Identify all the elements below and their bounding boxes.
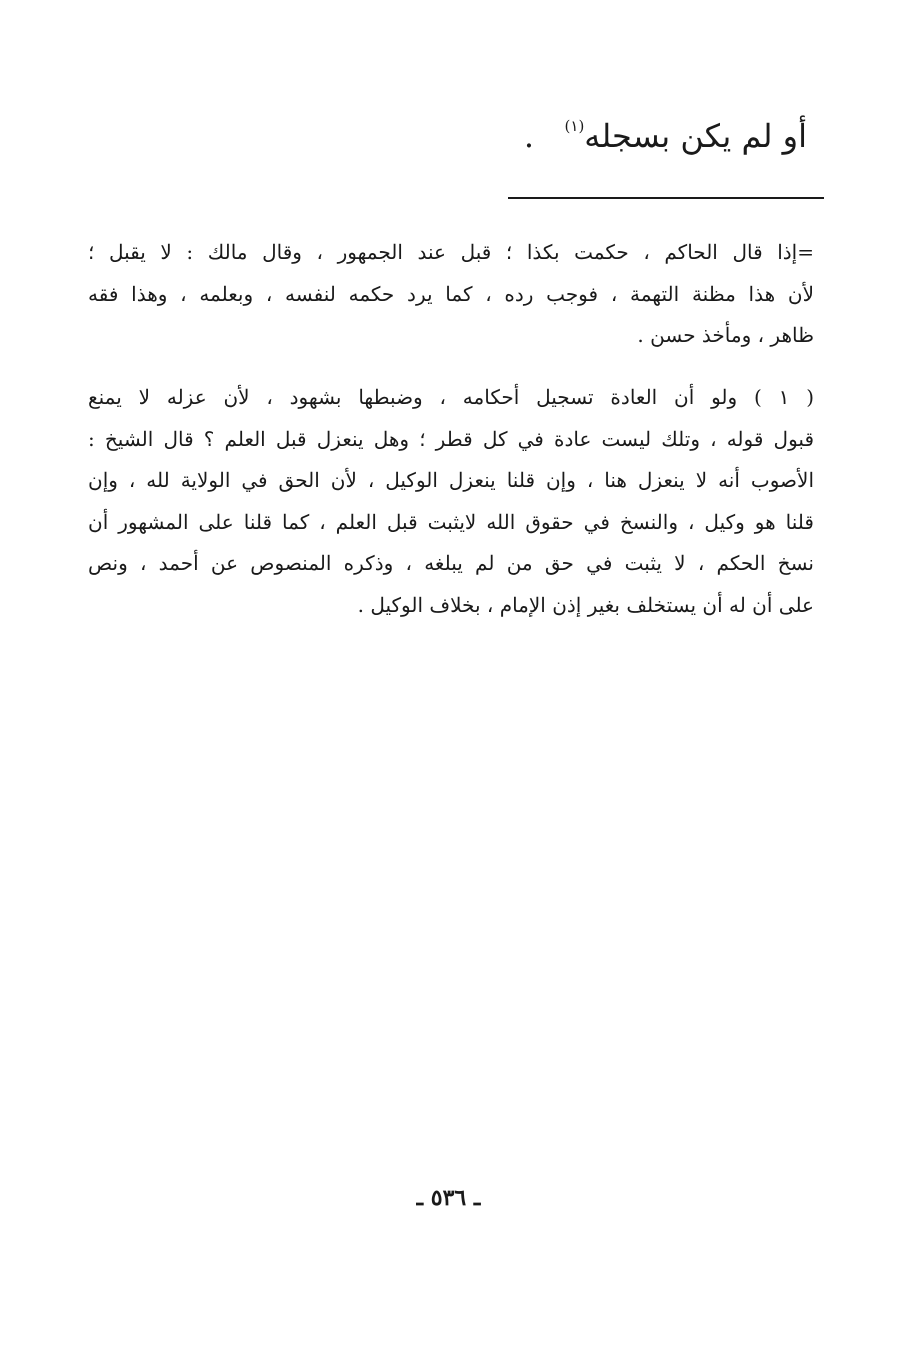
footnote-line: الأصوب أنه لا ينعزل هنا ، وإن قلنا ينعزل الوكيل ، لأن الحق في الولاية لله ، وإن [88,468,814,492]
footnote-line: ( ١ ) ولو أن العادة تسجيل أحكامه ، وضبطها بشهود ، لأن عزله لا يمنع [88,385,814,409]
footnote-marker: (١) [564,117,585,135]
footnote-line: على أن له أن يستخلف بغير إذن الإمام ، بخلاف الوكيل . [357,592,814,617]
footnote-1 [88,377,814,626]
footnote-line: نسخ الحكم ، لا يثبت في حق من لم يبلغه ، وذكره المنصوص عن أحمد ، ونص [88,551,814,575]
main-text-line [487,100,807,162]
footnote-continued [88,232,814,357]
footnote-line: لأن هذا مظنة التهمة ، فوجب رده ، كما يرد حكمه لنفسه ، وبعلمه ، وهذا فقه [88,281,814,306]
main-text-end-mark: . [523,117,534,155]
footnote-line: قبول قوله ، وتلك ليست عادة في كل قطر ؛ وهل ينعزل قبل العلم ؟ قال الشيخ : [88,426,814,451]
footnote-line: =إذا قال الحاكم ، حكمت بكذا ؛ قبل عند الجمهور ، وقال مالك : لا يقبل ؛ [88,240,814,264]
footnote-line: قلنا هو وكيل ، والنسخ في حقوق الله لايثبت قبل العلم ، كما قلنا على المشهور أن [88,509,814,534]
page-number: ـ ٥٣٦ ـ [416,1185,481,1211]
main-text: أو لم يكن بسجله [584,117,807,155]
footnote-line: ظاهر ، ومأخذ حسن . [637,323,814,347]
footnote-separator [508,197,824,199]
